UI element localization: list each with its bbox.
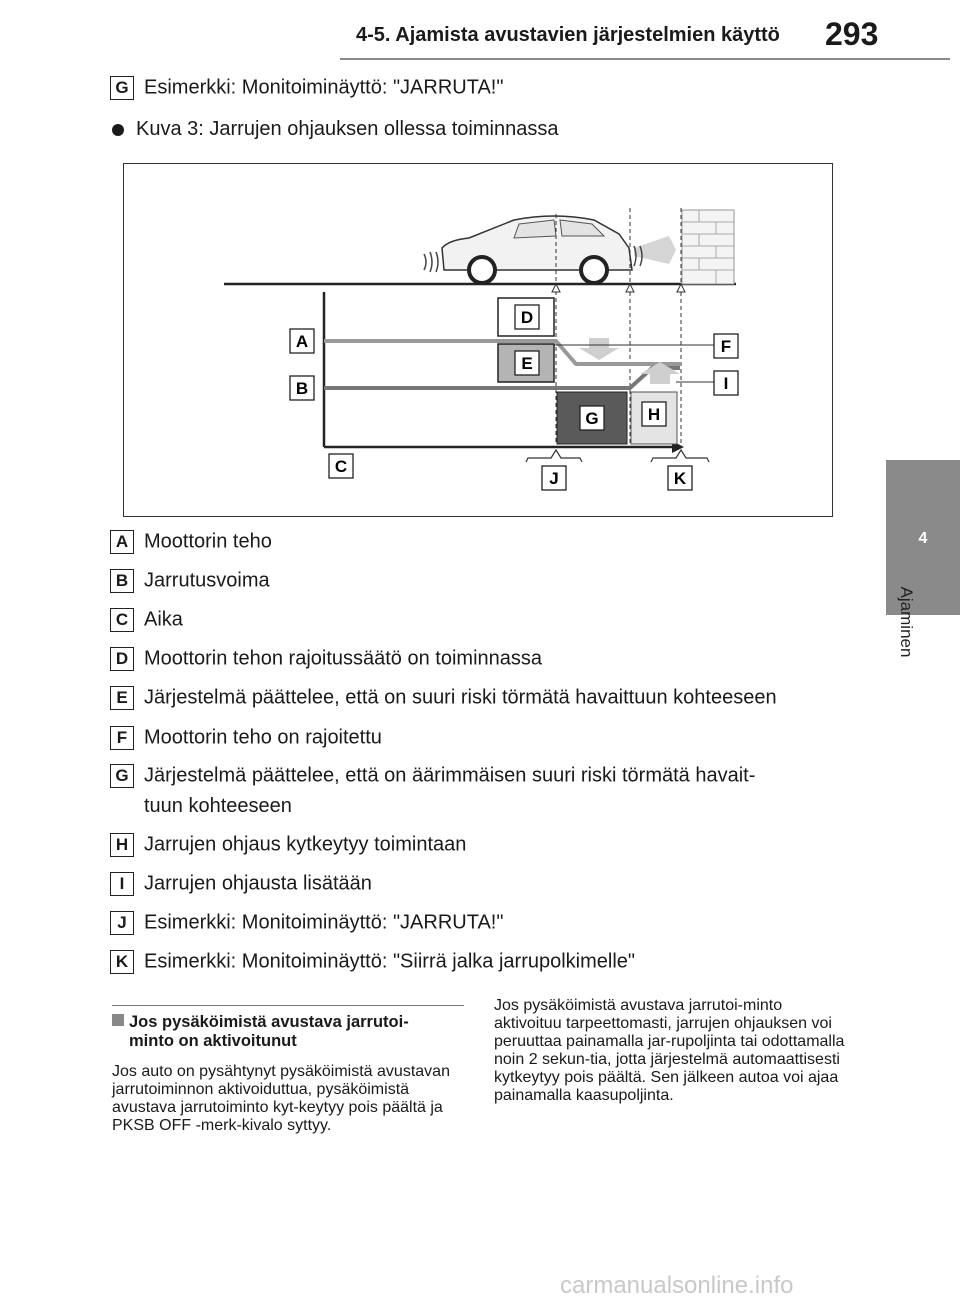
legend-item-k (110, 950, 635, 974)
legend-item-j (110, 911, 503, 935)
section-heading (112, 1013, 472, 1051)
marker-box: C (110, 608, 134, 632)
marker-box: G (110, 76, 134, 100)
legend-item-f (110, 726, 382, 750)
legend-text: Esimerkki: Monitoiminäyttö: "JARRUTA!" (144, 911, 504, 934)
car-icon (424, 216, 642, 283)
heading-line-1: Jos pysäköimistä avustava jarrutoi- (129, 1013, 409, 1031)
label-k: K (673, 469, 687, 488)
label-i: I (723, 374, 729, 393)
legend-item-i (110, 872, 372, 896)
legend-item-e (110, 686, 777, 710)
braking-diagram (124, 164, 834, 518)
marker-box: D (110, 647, 134, 671)
sensor-beam-icon (634, 236, 676, 264)
label-j: J (549, 469, 559, 488)
chapter-label: Ajaminen (897, 586, 916, 658)
bullet-icon (112, 124, 124, 136)
header-rule (340, 58, 950, 60)
legend-text: Moottorin tehon rajoitussäätö on toiminnassa (144, 647, 543, 670)
legend-text: Järjestelmä päättelee, että on suuri riski törmätä havaittuun kohteeseen (144, 686, 777, 709)
legend-item-d (110, 647, 542, 671)
label-g: G (585, 409, 599, 428)
square-bullet-icon (112, 1014, 124, 1026)
heading-line-2: minto on aktivoitunut (129, 1032, 297, 1050)
marker-box: K (110, 950, 134, 974)
marker-box: A (110, 530, 134, 554)
brick-wall-icon (682, 210, 734, 284)
marker-box: J (110, 911, 134, 935)
label-b: B (295, 379, 309, 398)
marker-box: H (110, 833, 134, 857)
brace-j (526, 450, 582, 462)
figure-caption (112, 118, 558, 141)
legend-item-g-continuation: tuun kohteeseen (144, 795, 292, 817)
marker-box: B (110, 569, 134, 593)
legend-text: Jarrujen ohjaus kytkeytyy toimintaan (144, 833, 467, 856)
legend-text: Järjestelmä päättelee, että on äärimmäisen suuri riski törmätä havait- (144, 764, 756, 787)
marker-box: G (110, 764, 134, 788)
diagram-frame (123, 163, 833, 517)
caption-text: Kuva 3: Jarrujen ohjauksen ollessa toiminnassa (136, 118, 559, 140)
legend-text: Esimerkki: Monitoiminäyttö: "Siirrä jalka jarrupolkimelle" (144, 950, 636, 973)
chapter-number: 4 (918, 530, 928, 547)
legend-text: Jarrutusvoima (144, 569, 270, 592)
label-e: E (521, 354, 533, 373)
legend-item-b (110, 569, 270, 593)
legend-text: Moottorin teho (144, 530, 272, 553)
legend-item-a (110, 530, 272, 554)
label-a: A (295, 332, 309, 351)
intro-text: Esimerkki: Monitoiminäyttö: "JARRUTA!" (144, 76, 504, 99)
legend-item-h (110, 833, 466, 857)
label-f: F (720, 337, 732, 356)
header-title: 4-5. Ajamista avustavien järjestelmien käyttö (356, 24, 780, 46)
marker-box: E (110, 686, 134, 710)
legend-text: Aika (144, 608, 183, 631)
watermark: carmanualsonline.info (560, 1272, 794, 1299)
intro-line (110, 76, 503, 100)
page-number: 293 (825, 16, 879, 52)
down-arrow-icon (579, 338, 619, 360)
legend-text: Jarrujen ohjausta lisätään (144, 872, 372, 895)
brace-k (651, 450, 709, 462)
marker-box: I (110, 872, 134, 896)
label-h: H (647, 405, 661, 424)
legend-item-c (110, 608, 183, 632)
marker-box: F (110, 726, 134, 750)
right-paragraph: Jos pysäköimistä avustava jarrutoi-minto aktivoituu tarpeettomasti, jarrujen ohjauksen voi peruuttaa painamalla jar-rupoljinta tai odottamalla noin 2 sekun-tia, jotta järjestelmä automaattisesti kytkeytyy pois päältä. Sen jälkeen autoa voi ajaa painamalla kaasupoljinta. (494, 997, 845, 1104)
legend-item-g (110, 764, 755, 788)
label-c: C (334, 457, 348, 476)
left-paragraph: Jos auto on pysähtynyt pysäköimistä avustavan jarrutoiminnon aktivoiduttua, pysäköimistä avustava jarrutoiminto kyt-keytyy pois päältä ja PKSB OFF -merk-kivalo syttyy. (112, 1063, 450, 1134)
section-divider (112, 1005, 464, 1006)
legend-text: Moottorin teho on rajoitettu (144, 726, 382, 749)
label-d: D (520, 308, 534, 327)
